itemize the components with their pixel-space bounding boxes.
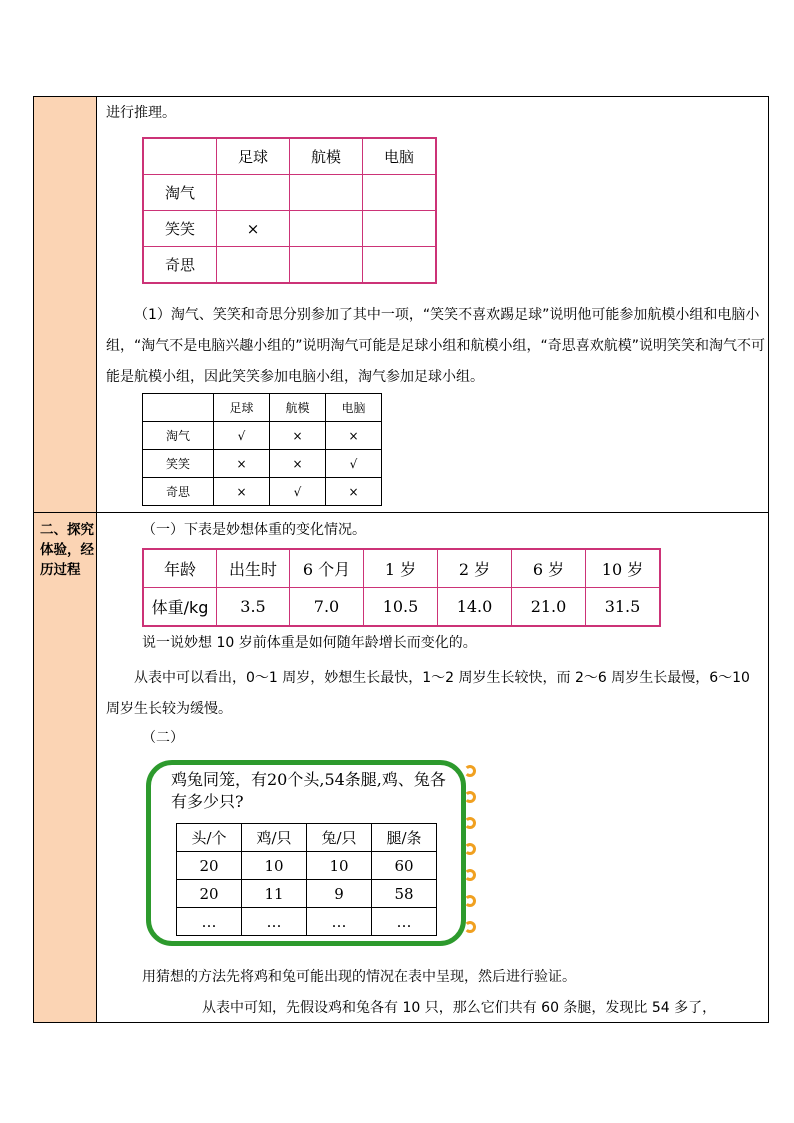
section-label: 二、探究体验，经历过程 (40, 522, 94, 578)
reasoning-paragraph: （1）淘气、笑笑和奇思分别参加了其中一项，“笑笑不喜欢踢足球”说明他可能参加航模小组和电脑小组，“淘气不是电脑兴趣小组的”说明淘气可能是足球小组和航模小组，“奇思喜欢航模”说明笑笑和淘气不可能是航模小组，因此笑笑参加电脑小组，淘气参加足球小组。 (106, 307, 766, 385)
table-row: 年龄 出生时 6 个月 1 岁 2 岁 6 岁 10 岁 (143, 549, 660, 588)
part1-answer: 从表中可以看出，0～1 周岁，妙想生长最快，1～2 周岁生长较快，而 2～6 周岁生长最慢，6～10 周岁生长较为缓慢。 (106, 670, 750, 717)
table-row: … … … … (177, 908, 437, 936)
ring-icon (464, 895, 476, 907)
part2-method: 用猜想的方法先将鸡和兔可能出现的情况在表中呈现，然后进行验证。 (142, 969, 576, 985)
table-row: 头/个 鸡/只 兔/只 腿/条 (177, 824, 437, 852)
problem-board (146, 760, 466, 946)
logic-table-blank (142, 137, 437, 284)
table-row: 足球 航模 电脑 (143, 394, 382, 422)
binder-rings (464, 763, 480, 943)
ring-icon (464, 921, 476, 933)
table-row: 淘气 (143, 175, 436, 211)
ring-icon (464, 765, 476, 777)
table-row: 20 11 9 58 (177, 880, 437, 908)
content-column (98, 97, 768, 1022)
table-row: 奇思 × √ × (143, 478, 382, 506)
ring-icon (464, 843, 476, 855)
table-row: 体重/kg 3.5 7.0 10.5 14.0 21.0 31.5 (143, 588, 660, 627)
table-row: 足球 航模 电脑 (143, 138, 436, 175)
guess-table (176, 823, 437, 936)
board-problem: 鸡兔同笼，有20个头,54条腿,鸡、兔各有多少只? (171, 770, 446, 811)
table-row: 20 10 10 60 (177, 852, 437, 880)
weight-table (142, 548, 661, 627)
ring-icon (464, 869, 476, 881)
table-row: 笑笑 × × √ (143, 450, 382, 478)
table-row: 笑笑 × (143, 211, 436, 247)
part2-answer: 从表中可知，先假设鸡和兔各有 10 只，那么它们共有 60 条腿，发现比 54 多了， (202, 1000, 717, 1016)
ring-icon (464, 791, 476, 803)
ring-icon (464, 817, 476, 829)
logic-table-answer (142, 393, 382, 506)
part1-question: 说一说妙想 10 岁前体重是如何随年龄增长而变化的。 (142, 635, 477, 651)
table-row: 淘气 √ × × (143, 422, 382, 450)
part2-title: （二） (142, 730, 184, 746)
lesson-table-frame (33, 96, 769, 1023)
table-row: 奇思 (143, 247, 436, 284)
part1-title: （一）下表是妙想体重的变化情况。 (142, 522, 366, 538)
intro-line: 进行推理。 (106, 105, 176, 121)
